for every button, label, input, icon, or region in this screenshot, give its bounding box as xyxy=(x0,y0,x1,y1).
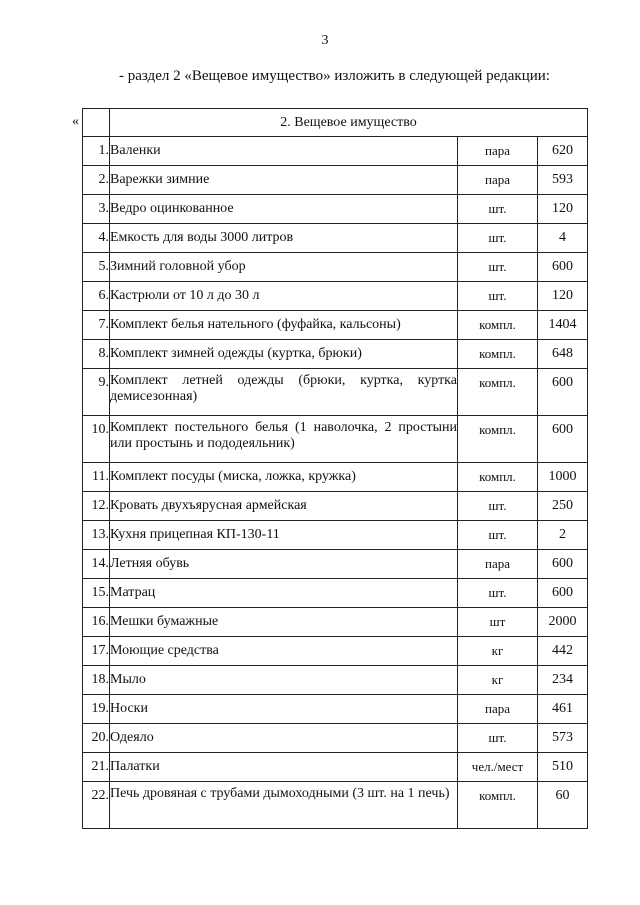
table-row xyxy=(83,137,588,166)
item-unit: пара xyxy=(458,550,538,579)
item-quantity: 250 xyxy=(538,492,588,521)
table-row xyxy=(83,637,588,666)
item-unit: кг xyxy=(458,666,538,695)
item-unit: пара xyxy=(458,166,538,195)
table-row xyxy=(83,782,588,829)
item-name: Моющие средства xyxy=(110,637,458,666)
table-row xyxy=(83,521,588,550)
item-name: Мешки бумажные xyxy=(110,608,458,637)
item-unit: шт. xyxy=(458,492,538,521)
row-number: 2. xyxy=(83,166,110,195)
item-quantity: 600 xyxy=(538,416,588,463)
item-name: Комплект постельного белья (1 наволочка, 2 простыни или простынь и пододеяльник) xyxy=(110,416,458,463)
item-name: Варежки зимние xyxy=(110,166,458,195)
item-name: Комплект зимней одежды (куртка, брюки) xyxy=(110,340,458,369)
row-number: 1. xyxy=(83,137,110,166)
table-row xyxy=(83,253,588,282)
table-row xyxy=(83,463,588,492)
property-table xyxy=(82,108,588,829)
item-name: Носки xyxy=(110,695,458,724)
table-row xyxy=(83,416,588,463)
intro-text: - раздел 2 «Вещевое имущество» изложить в следующей редакции: xyxy=(119,68,550,84)
row-number: 17. xyxy=(83,637,110,666)
item-unit: шт. xyxy=(458,521,538,550)
table-row xyxy=(83,579,588,608)
item-quantity: 648 xyxy=(538,340,588,369)
item-unit: компл. xyxy=(458,463,538,492)
item-unit: компл. xyxy=(458,782,538,829)
item-name: Матрац xyxy=(110,579,458,608)
item-quantity: 234 xyxy=(538,666,588,695)
row-number: 16. xyxy=(83,608,110,637)
table-row xyxy=(83,608,588,637)
row-number: 21. xyxy=(83,753,110,782)
row-number: 14. xyxy=(83,550,110,579)
item-name: Печь дровяная с трубами дымоходными (3 шт. на 1 печь) xyxy=(110,782,458,829)
opening-quote-mark: « xyxy=(72,114,79,129)
item-name: Ведро оцинкованное xyxy=(110,195,458,224)
item-unit: пара xyxy=(458,695,538,724)
blank-header-cell xyxy=(83,109,110,137)
table-body xyxy=(83,137,588,829)
table-row xyxy=(83,369,588,416)
row-number: 22. xyxy=(83,782,110,829)
table-row xyxy=(83,195,588,224)
item-quantity: 60 xyxy=(538,782,588,829)
item-unit: шт xyxy=(458,608,538,637)
item-name: Кровать двухъярусная армейская xyxy=(110,492,458,521)
item-name: Кухня прицепная КП-130-11 xyxy=(110,521,458,550)
item-unit: шт. xyxy=(458,579,538,608)
item-quantity: 442 xyxy=(538,637,588,666)
item-name: Кастрюли от 10 л до 30 л xyxy=(110,282,458,311)
item-quantity: 4 xyxy=(538,224,588,253)
item-unit: компл. xyxy=(458,369,538,416)
item-unit: компл. xyxy=(458,416,538,463)
table-row xyxy=(83,695,588,724)
item-name: Комплект посуды (миска, ложка, кружка) xyxy=(110,463,458,492)
item-name: Комплект летней одежды (брюки, куртка, куртка демисезонная) xyxy=(110,369,458,416)
item-name: Мыло xyxy=(110,666,458,695)
item-quantity: 600 xyxy=(538,253,588,282)
item-unit: шт. xyxy=(458,253,538,282)
item-quantity: 620 xyxy=(538,137,588,166)
item-quantity: 573 xyxy=(538,724,588,753)
table-row xyxy=(83,224,588,253)
item-unit: кг xyxy=(458,637,538,666)
row-number: 11. xyxy=(83,463,110,492)
item-quantity: 120 xyxy=(538,195,588,224)
item-unit: шт. xyxy=(458,282,538,311)
row-number: 9. xyxy=(83,369,110,416)
item-unit: шт. xyxy=(458,224,538,253)
item-unit: компл. xyxy=(458,311,538,340)
item-quantity: 600 xyxy=(538,550,588,579)
row-number: 7. xyxy=(83,311,110,340)
page-number: 3 xyxy=(321,33,329,48)
row-number: 5. xyxy=(83,253,110,282)
item-quantity: 2000 xyxy=(538,608,588,637)
item-quantity: 510 xyxy=(538,753,588,782)
item-unit: шт. xyxy=(458,195,538,224)
item-name: Летняя обувь xyxy=(110,550,458,579)
table-row xyxy=(83,753,588,782)
item-unit: пара xyxy=(458,137,538,166)
item-quantity: 600 xyxy=(538,579,588,608)
row-number: 19. xyxy=(83,695,110,724)
item-quantity: 600 xyxy=(538,369,588,416)
row-number: 10. xyxy=(83,416,110,463)
section-title: 2. Вещевое имущество xyxy=(110,109,588,137)
row-number: 18. xyxy=(83,666,110,695)
item-name: Емкость для воды 3000 литров xyxy=(110,224,458,253)
table-row xyxy=(83,492,588,521)
row-number: 4. xyxy=(83,224,110,253)
table-row xyxy=(83,340,588,369)
table-row xyxy=(83,282,588,311)
item-quantity: 593 xyxy=(538,166,588,195)
item-unit: чел./мест xyxy=(458,753,538,782)
table-row xyxy=(83,550,588,579)
row-number: 15. xyxy=(83,579,110,608)
item-name: Палатки xyxy=(110,753,458,782)
item-quantity: 461 xyxy=(538,695,588,724)
item-name: Одеяло xyxy=(110,724,458,753)
item-quantity: 1000 xyxy=(538,463,588,492)
item-quantity: 1404 xyxy=(538,311,588,340)
item-quantity: 2 xyxy=(538,521,588,550)
item-quantity: 120 xyxy=(538,282,588,311)
item-unit: компл. xyxy=(458,340,538,369)
item-name: Зимний головной убор xyxy=(110,253,458,282)
item-name: Валенки xyxy=(110,137,458,166)
table-row xyxy=(83,724,588,753)
item-unit: шт. xyxy=(458,724,538,753)
row-number: 6. xyxy=(83,282,110,311)
item-name: Комплект белья нательного (фуфайка, кальсоны) xyxy=(110,311,458,340)
row-number: 13. xyxy=(83,521,110,550)
row-number: 8. xyxy=(83,340,110,369)
table-row xyxy=(83,666,588,695)
row-number: 3. xyxy=(83,195,110,224)
row-number: 20. xyxy=(83,724,110,753)
table-row xyxy=(83,166,588,195)
table-row xyxy=(83,311,588,340)
row-number: 12. xyxy=(83,492,110,521)
